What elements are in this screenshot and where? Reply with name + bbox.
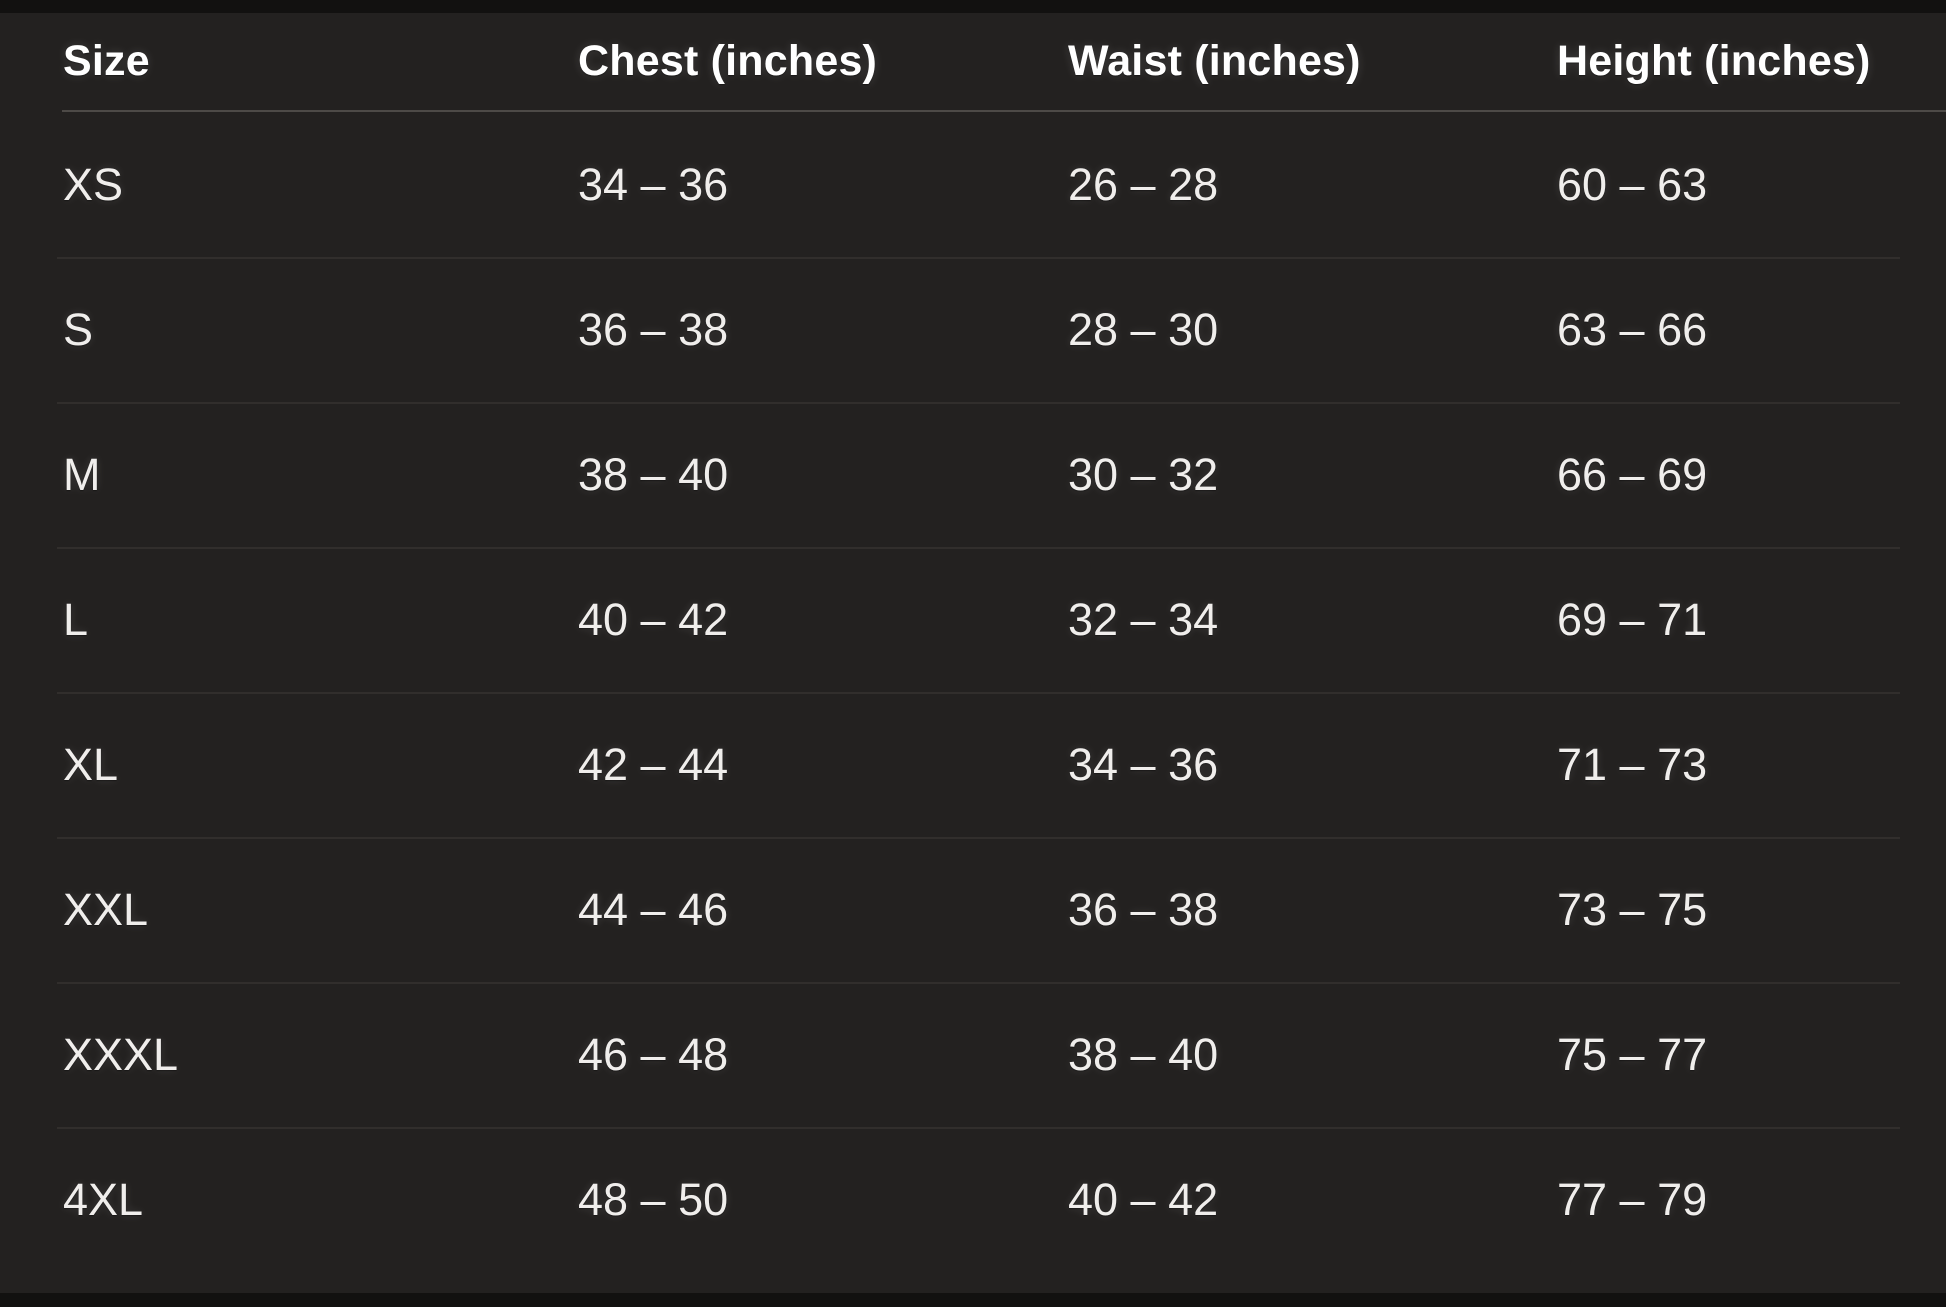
table-row <box>0 257 1946 402</box>
cell-waist-range: 36 – 38 <box>1068 883 1219 935</box>
cell-waist-range: 32 – 34 <box>1068 593 1219 645</box>
table-row <box>0 547 1946 692</box>
table-header-row <box>0 13 1946 110</box>
header-height: Height (inches) <box>1557 37 1871 85</box>
cell-chest-range: 38 – 40 <box>578 448 729 500</box>
cell-waist-range: 40 – 42 <box>1068 1173 1219 1225</box>
table-row <box>0 982 1946 1127</box>
bottom-spacer <box>0 1272 1946 1293</box>
header-chest: Chest (inches) <box>578 37 878 85</box>
cell-size: L <box>63 593 89 645</box>
bottom-edge-strip <box>0 1293 1946 1307</box>
cell-height-range: 63 – 66 <box>1557 303 1708 355</box>
cell-waist-range: 30 – 32 <box>1068 448 1219 500</box>
cell-height-range: 66 – 69 <box>1557 448 1708 500</box>
cell-chest-range: 42 – 44 <box>578 738 729 790</box>
table-row <box>0 837 1946 982</box>
cell-waist-range: 26 – 28 <box>1068 158 1219 210</box>
cell-chest-range: 34 – 36 <box>578 158 729 210</box>
cell-size: XXL <box>63 883 149 935</box>
cell-height-range: 73 – 75 <box>1557 883 1708 935</box>
top-edge-strip <box>0 0 1946 13</box>
cell-height-range: 77 – 79 <box>1557 1173 1708 1225</box>
cell-size: 4XL <box>63 1173 144 1225</box>
cell-chest-range: 36 – 38 <box>578 303 729 355</box>
cell-chest-range: 44 – 46 <box>578 883 729 935</box>
cell-height-range: 69 – 71 <box>1557 593 1708 645</box>
cell-height-range: 60 – 63 <box>1557 158 1708 210</box>
cell-waist-range: 28 – 30 <box>1068 303 1219 355</box>
cell-height-range: 75 – 77 <box>1557 1028 1708 1080</box>
cell-waist-range: 38 – 40 <box>1068 1028 1219 1080</box>
table-row <box>0 692 1946 837</box>
cell-size: XS <box>63 158 124 210</box>
cell-height-range: 71 – 73 <box>1557 738 1708 790</box>
cell-size: S <box>63 303 94 355</box>
cell-chest-range: 40 – 42 <box>578 593 729 645</box>
cell-waist-range: 34 – 36 <box>1068 738 1219 790</box>
cell-size: XL <box>63 738 119 790</box>
table-row <box>0 1127 1946 1272</box>
cell-chest-range: 48 – 50 <box>578 1173 729 1225</box>
header-waist: Waist (inches) <box>1068 37 1361 85</box>
cell-chest-range: 46 – 48 <box>578 1028 729 1080</box>
cell-size: M <box>63 448 101 500</box>
table-row <box>0 112 1946 257</box>
header-size: Size <box>63 37 150 85</box>
table-row <box>0 402 1946 547</box>
cell-size: XXXL <box>63 1028 179 1080</box>
